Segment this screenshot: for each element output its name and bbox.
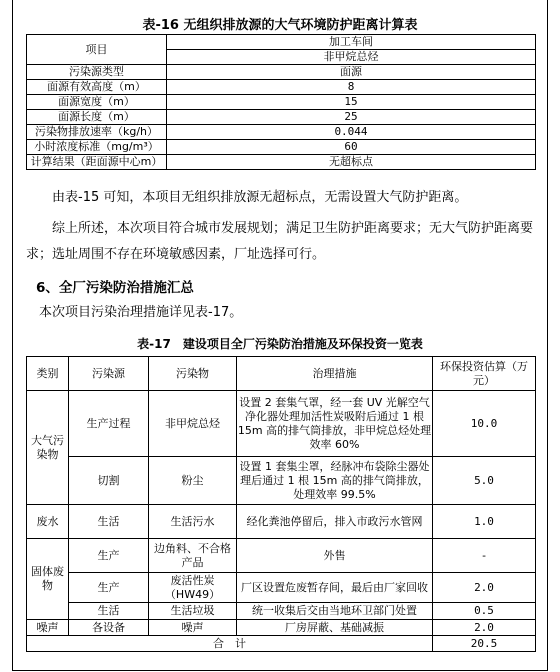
pollutant-cell: 非甲烷总烃 — [149, 391, 237, 457]
table16 — [26, 34, 536, 170]
table-row — [27, 35, 536, 50]
row-label: 计算结果（距面源中心m） — [27, 155, 167, 170]
total-value: 20.5 — [433, 636, 536, 652]
table-row — [27, 539, 536, 573]
measure-cell: 经化粪池停留后，排入市政污水管网 — [237, 505, 433, 539]
pollutant-cell: 噪声 — [149, 620, 237, 636]
pollutant-cell: 生活污水 — [149, 505, 237, 539]
header-label: 项目 — [27, 35, 167, 65]
table-row — [27, 125, 536, 140]
category-cell: 固体废物 — [27, 539, 69, 620]
measure-cell: 统一收集后交由当地环卫部门处置 — [237, 603, 433, 620]
row-value: 0.044 — [167, 125, 536, 140]
source-cell: 生产过程 — [69, 391, 149, 457]
table17 — [26, 356, 536, 652]
header-workshop: 加工车间 — [167, 35, 536, 50]
table-row — [27, 155, 536, 170]
table-row — [27, 457, 536, 505]
paragraph-3: 本次项目污染治理措施详见表-17。 — [39, 305, 243, 320]
cost-cell: 5.0 — [433, 457, 536, 505]
table-row — [27, 603, 536, 620]
col-header: 类别 — [27, 357, 69, 391]
table17-caption: 表-17 建设项目全厂污染防治措施及环保投资一览表 — [137, 337, 423, 351]
cost-cell: 2.0 — [433, 573, 536, 603]
category-cell: 大气污染物 — [27, 391, 69, 505]
col-header: 污染源 — [69, 357, 149, 391]
row-value: 面源 — [167, 65, 536, 80]
pollutant-cell: 生活垃圾 — [149, 603, 237, 620]
row-value: 60 — [167, 140, 536, 155]
measure-cell: 设置 1 套集尘罩，经脉冲布袋除尘器处理后通过 1 根 15m 高的排气筒排放，处理效率 99.5% — [237, 457, 433, 505]
col-header: 治理措施 — [237, 357, 433, 391]
table-row — [27, 80, 536, 95]
paragraph-2: 综上所述，本次项目符合城市发展规划；满足卫生防护距离要求；无大气防护距离要求；选址周围不存在环境敏感因素，厂址选择可行。 — [26, 221, 534, 262]
cost-cell: 1.0 — [433, 505, 536, 539]
table-row — [27, 95, 536, 110]
total-label: 合 计 — [27, 636, 433, 652]
category-cell: 噪声 — [27, 620, 69, 636]
row-value: 8 — [167, 80, 536, 95]
row-label: 污染源类型 — [27, 65, 167, 80]
cost-cell: 10.0 — [433, 391, 536, 457]
row-label: 小时浓度标准（mg/m³） — [27, 140, 167, 155]
pollutant-cell: 边角料、不合格产品 — [149, 539, 237, 573]
source-cell: 切割 — [69, 457, 149, 505]
row-label: 面源宽度（m） — [27, 95, 167, 110]
row-label: 污染物排放速率（kg/h） — [27, 125, 167, 140]
row-label: 面源长度（m） — [27, 110, 167, 125]
table-row — [27, 65, 536, 80]
category-cell: 废水 — [27, 505, 69, 539]
measure-cell: 厂房屏蔽、基础减振 — [237, 620, 433, 636]
measure-cell: 厂区设置危废暂存间，最后由厂家回收 — [237, 573, 433, 603]
col-header: 环保投资估算（万元） — [433, 357, 536, 391]
source-cell: 生产 — [69, 539, 149, 573]
measure-cell: 外售 — [237, 539, 433, 573]
table-row — [27, 391, 536, 457]
pollutant-cell: 粉尘 — [149, 457, 237, 505]
table-row — [27, 573, 536, 603]
row-value: 15 — [167, 95, 536, 110]
table-row — [27, 140, 536, 155]
cost-cell: - — [433, 539, 536, 573]
table16-caption: 表-16 无组织排放源的大气环境防护距离计算表 — [142, 18, 418, 33]
paragraph-1: 由表-15 可知，本项目无组织排放源无超标点，无需设置大气防护距离。 — [52, 190, 468, 205]
source-cell: 生活 — [69, 603, 149, 620]
table-row — [27, 620, 536, 636]
cost-cell: 2.0 — [433, 620, 536, 636]
table-total-row — [27, 636, 536, 652]
table-row — [27, 505, 536, 539]
header-pollutant: 非甲烷总烃 — [167, 50, 536, 65]
pollutant-cell: 废活性炭（HW49） — [149, 573, 237, 603]
section-heading: 6、全厂污染防治措施汇总 — [36, 280, 194, 296]
row-value: 25 — [167, 110, 536, 125]
source-cell: 各设备 — [69, 620, 149, 636]
row-label: 面源有效高度（m） — [27, 80, 167, 95]
col-header: 污染物 — [149, 357, 237, 391]
source-cell: 生活 — [69, 505, 149, 539]
measure-cell: 设置 2 套集气罩，经一套 UV 光解空气净化器处理加活性炭吸附后通过 1 根 15m 高的排气筒排放，非甲烷总烃处理效率 60% — [237, 391, 433, 457]
table-row — [27, 110, 536, 125]
cost-cell: 0.5 — [433, 603, 536, 620]
table-header-row — [27, 357, 536, 391]
source-cell: 生产 — [69, 573, 149, 603]
row-value: 无超标点 — [167, 155, 536, 170]
